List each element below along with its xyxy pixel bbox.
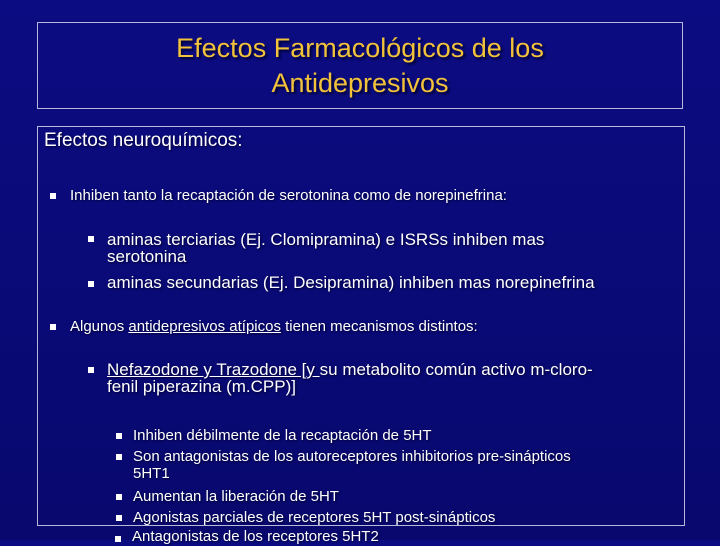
bullet-secondary-amines: aminas secundarias (Ej. Desipramina) inhiben mas norepinefrina — [107, 273, 595, 292]
square-bullet-icon — [116, 494, 122, 500]
square-bullet-icon — [50, 324, 56, 330]
square-bullet-icon — [88, 281, 94, 287]
nefazodone-rest: su metabolito común activo m-cloro- — [319, 360, 593, 379]
slide-title-line-2: Antidepresivos — [271, 67, 449, 98]
bullet-recapture: Inhiben tanto la recaptación de serotonina como de norepinefrina: — [70, 187, 507, 204]
bullet-weak-inhibition: Inhiben débilmente de la recaptación de 5HT — [133, 427, 432, 444]
atypical-antidepressants-link[interactable]: antidepresivos atípicos — [128, 318, 281, 335]
slide-title-box — [37, 22, 683, 109]
bullet-5ht2-antagonists: Antagonistas de los receptores 5HT2 — [132, 528, 379, 545]
square-bullet-icon — [88, 367, 94, 373]
bullet-tertiary-amines-line-2: serotonina — [107, 247, 187, 266]
square-bullet-icon — [116, 515, 122, 521]
bullet-nefazodone-line-2: fenil piperazina (m.CPP)] — [107, 377, 296, 396]
bullet-partial-agonists: Agonistas parciales de receptores 5HT post-sinápticos — [133, 509, 496, 526]
bullet-atypical-post: tienen mecanismos distintos: — [280, 318, 478, 335]
square-bullet-icon — [88, 236, 94, 242]
square-bullet-icon — [50, 193, 56, 199]
slide-title-line-1: Efectos Farmacológicos de los — [176, 32, 544, 63]
bullet-autoreceptor-antagonists-line-1: Son antagonistas de los autoreceptores inhibitorios pre-sinápticos — [133, 448, 571, 465]
bullet-increase-release: Aumentan la liberación de 5HT — [133, 488, 339, 505]
nefazodone-trazodone-link[interactable]: Nefazodone y Trazodone [y — [107, 360, 320, 379]
content-box — [37, 126, 685, 526]
square-bullet-icon — [115, 536, 121, 542]
bullet-atypical — [70, 318, 478, 335]
square-bullet-icon — [116, 454, 122, 460]
bullet-autoreceptor-antagonists-line-2: 5HT1 — [133, 465, 170, 482]
bullet-tertiary-amines-line-1: aminas terciarias (Ej. Clomipramina) e ISRSs inhiben mas — [107, 230, 545, 249]
section-heading: Efectos neuroquímicos: — [44, 130, 243, 151]
square-bullet-icon — [116, 433, 122, 439]
bullet-atypical-pre: Algunos — [70, 318, 129, 335]
